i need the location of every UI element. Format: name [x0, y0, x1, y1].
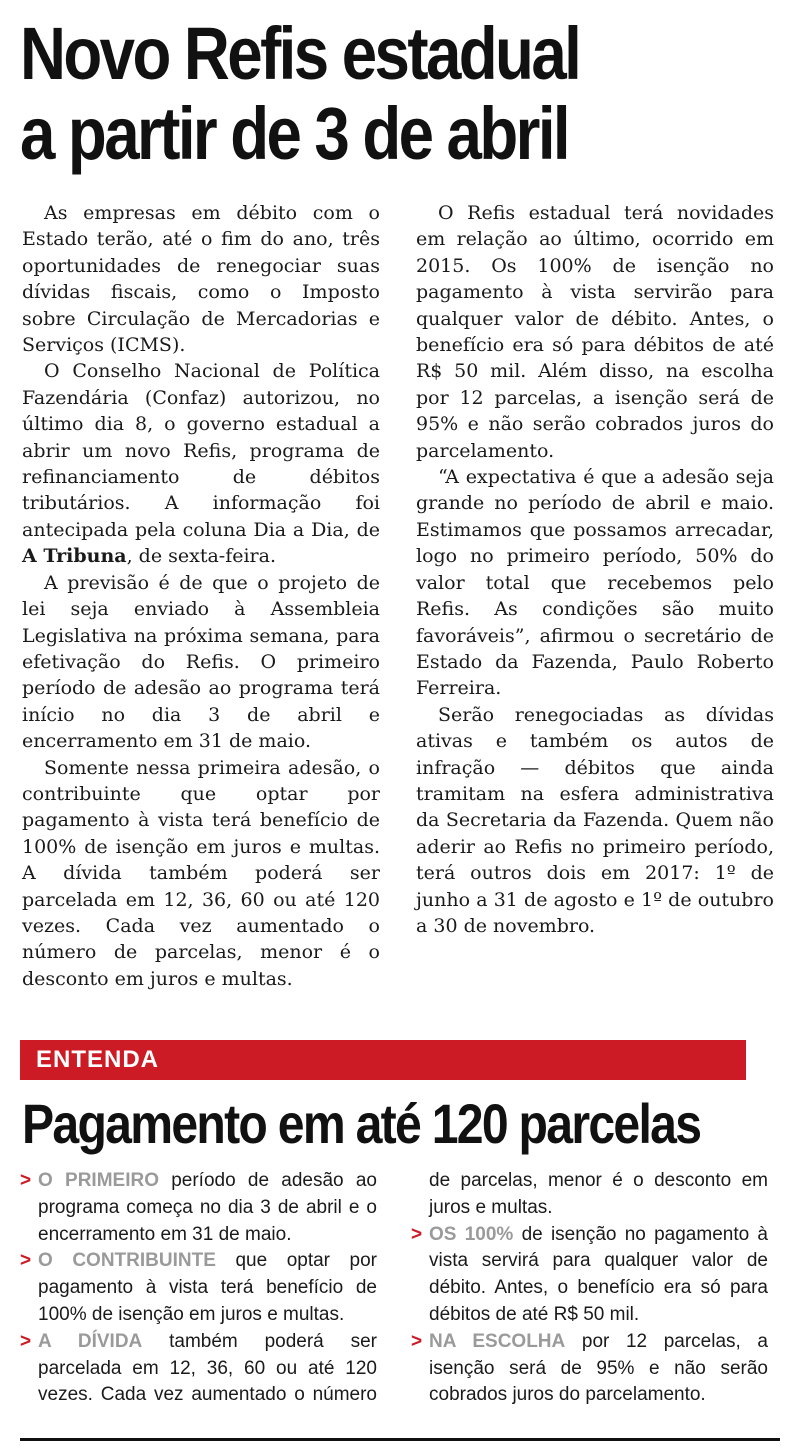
article-body — [22, 200, 774, 1000]
headline-line-1: Novo Refis estadual — [20, 12, 580, 95]
bullet-item — [411, 1222, 768, 1329]
bullet-text: período de adesão ao programa começa no dia 3 de abril e o encerramento em 31 de maio. — [38, 1170, 377, 1245]
bullet-text: também poderá ser parcelada em 12, 36, 60 ou até 120 vezes. Cada vez aumentado o número de parcelas, menor é o desconto em juros e multas. — [38, 1170, 768, 1406]
article-paragraph: Serão renegociadas as dívidas ativas e também os autos de infração — débitos que ainda tramitam na esfera administrativa da Secretaria da Fazenda. Quem não aderir ao Refis no primeiro período, terá outros dois em 2017: 1º de junho a 31 de agosto e 1º de outubro a 30 de novembro. — [416, 703, 774, 937]
bullet-lead: A DÍVIDA — [38, 1330, 143, 1352]
chevron-right-icon: > — [20, 1330, 32, 1352]
bullet-item — [20, 1168, 377, 1248]
headline-line-2: a partir de 3 de abril — [20, 92, 569, 175]
explainer-title: Pagamento em até 120 parcelas — [22, 1092, 701, 1155]
paragraph-text: , de sexta-feira. — [126, 545, 276, 568]
article-paragraph: As empresas em débito com o Estado terão, até o fim do ano, três oportunidades de renegociar suas dívidas fiscais, como o Imposto sobre Circulação de Mercadorias e Serviços (ICMS). — [22, 202, 380, 357]
bullet-lead: OS 100% — [429, 1223, 514, 1245]
bullet-item — [20, 1248, 377, 1328]
bullet-lead: O CONTRIBUINTE — [38, 1250, 216, 1272]
article-paragraph: Somente nessa primeira adesão, o contribuinte que optar por pagamento à vista terá benefício de 100% de isenção em juros e multas. A dívida também poderá ser parcelada em 12, 36, 60 ou até 120 vezes. Cada vez aumentado o número de parcelas, menor é o desconto em juros e multas. — [22, 756, 380, 990]
chevron-right-icon: > — [411, 1330, 423, 1352]
explainer-bullets — [20, 1168, 768, 1428]
article-paragraph: A previsão é de que o projeto de lei seja enviado à Assembleia Legislativa na próxima semana, para efetivação do Refis. O primeiro período de adesão ao programa terá início no dia 3 de abril e encerramento em 31 de maio. — [22, 571, 380, 753]
chevron-right-icon: > — [411, 1223, 423, 1245]
paragraph-text: O Conselho Nacional de Política Fazendária (Confaz) autorizou, no último dia 8, o governo estadual a abrir um novo Refis, programa de refinanciamento de débitos tributários. A informação foi antecipada pela coluna Dia a Dia, de — [22, 360, 380, 541]
bullet-lead: O PRIMEIRO — [38, 1170, 159, 1191]
chevron-right-icon: > — [20, 1170, 32, 1191]
publication-name: A Tribuna — [22, 545, 127, 568]
article-paragraph — [22, 358, 380, 569]
article-paragraph: “A expectativa é que a adesão seja grande no período de abril e maio. Estimamos que possamos arrecadar, logo no primeiro período, 50% do valor total que recebemos pelo Refis. As condições são muito favoráveis”, afirmou o secretário de Estado da Fazenda, Paulo Roberto Ferreira. — [416, 466, 774, 700]
bullet-text: que optar por pagamento à vista terá benefício de 100% de isenção em juros e multas. — [38, 1250, 378, 1325]
article-paragraph: O Refis estadual terá novidades em relação ao último, ocorrido em 2015. Os 100% de isenção no pagamento à vista servirão para qualquer valor de débito. Antes, o benefício era só para débitos de até R$ 50 mil. Além disso, na escolha por 12 parcelas, a isenção será de 95% e não serão cobrados juros do parcelamento. — [416, 202, 774, 462]
headline — [20, 14, 674, 174]
bottom-divider — [20, 1438, 780, 1441]
bullet-text: de isenção no pagamento à vista servirá para qualquer valor de débito. Antes, o benefício era só para débitos de até R$ 50 mil. — [429, 1223, 768, 1325]
bullet-item — [411, 1329, 768, 1409]
entenda-banner — [20, 1040, 746, 1080]
chevron-right-icon: > — [20, 1250, 32, 1272]
entenda-label: ENTENDA — [36, 1046, 160, 1073]
bullet-lead: NA ESCOLHA — [429, 1330, 566, 1352]
bullet-text: por 12 parcelas, a isenção será de 95% e não serão cobrados juros do parcelamento. — [429, 1330, 768, 1406]
